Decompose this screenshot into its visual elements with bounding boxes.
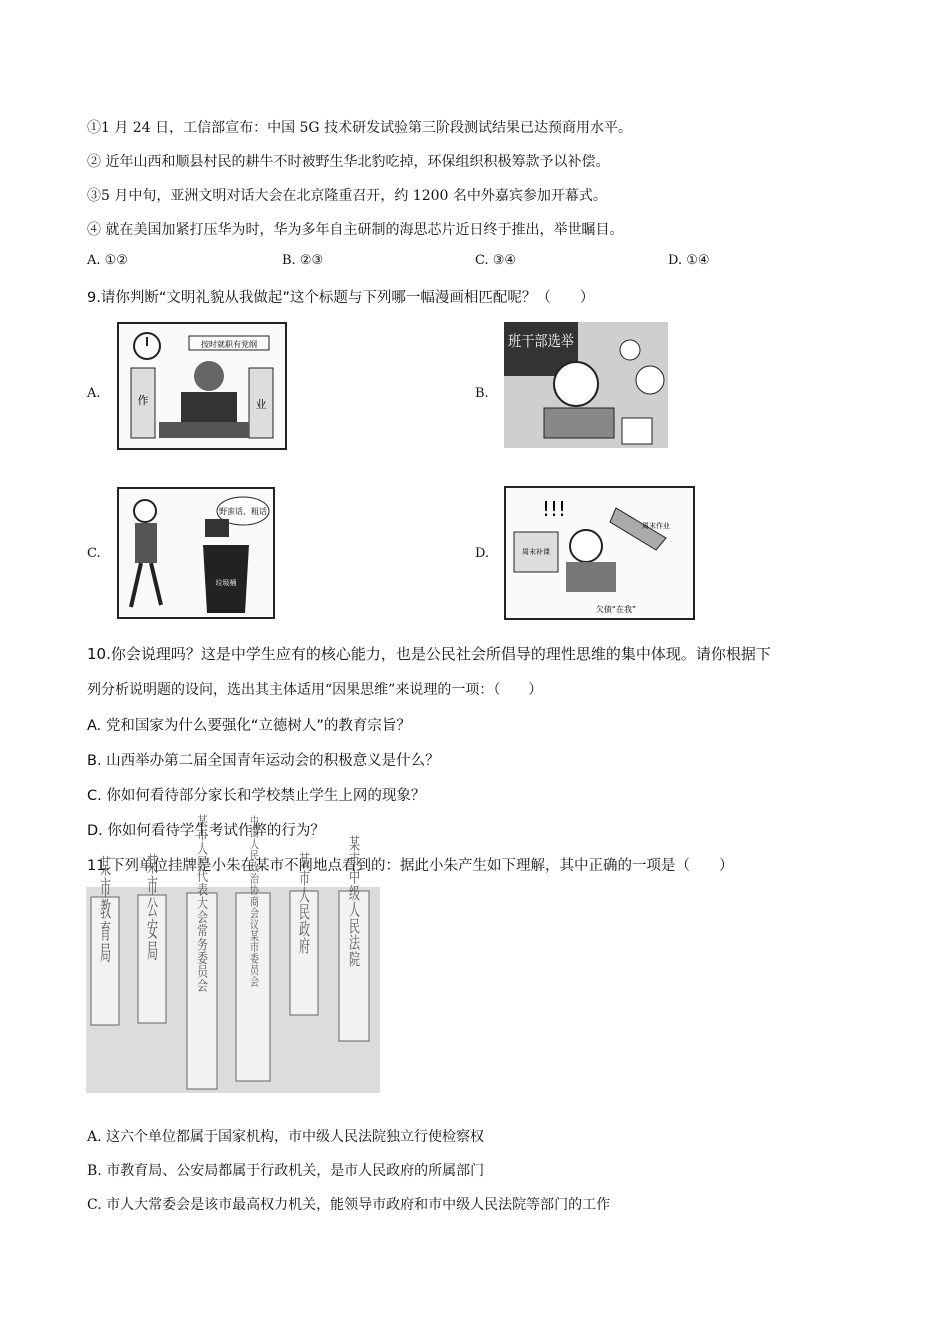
q8-item-2: ② 近年山西和顺县村民的耕牛不时被野生华北豹吃掉，环保组织积极筹款予以补偿。 [87,154,610,170]
q9-cartoon-c[interactable] [117,487,275,619]
q10-stem-1: 10.你会说理吗？这是中学生应有的核心能力，也是公民社会所倡导的理性思维的集中体现。请你根据下 [87,645,771,663]
q10-option-d[interactable]: D. 你如何看待学生考试作弊的行为？ [87,823,325,839]
cartoon-c-bin: 垃圾桶 [215,579,237,587]
plaque-1: 某市教育局 [98,855,112,910]
cartoon-d-exclaim: !!! [542,497,567,521]
plaque-6: 某市中级人民法院 [347,835,361,923]
q8-option-b[interactable]: B. ②③ [282,253,324,268]
q8-option-d[interactable]: D. ①④ [668,253,710,268]
cartoon-d-caption: 欠债“在我” [595,605,637,614]
plaque-5: 某市人民政府 [297,852,311,918]
q11-option-c[interactable]: C. 市人大常委会是该市最高权力机关，能领导市政府和市中级人民法院等部门的工作 [87,1197,611,1213]
cartoon-c-drawing [119,489,273,617]
q9-option-a[interactable]: A. [87,386,101,401]
q8-item-4: ④ 就在美国加紧打压华为时，华为多年自主研制的海思芯片近日终于推出，举世瞩目。 [87,222,624,238]
cartoon-a-banner: 按时就职有党纲 [201,340,257,349]
q9-option-c[interactable]: C. [87,546,101,561]
q9-option-d[interactable]: D. [475,546,490,561]
cartoon-a-left: 作 [137,394,149,407]
cartoon-b-drawing [504,322,668,448]
q11-stem: 11.下列单位挂牌是小朱在某市不同地点看到的：据此小朱产生如下理解，其中正确的一项是（ ） [87,858,734,874]
cartoon-c-bubble: 野蛮话、粗话 [219,507,267,516]
plaque-3: 某市人民代表大会常务委员会 [195,814,209,957]
q11-option-a[interactable]: A. 这六个单位都属于国家机构，市中级人民法院独立行使检察权 [87,1129,485,1145]
q9-stem: 9.请你判断“文明礼貌从我做起”这个标题与下列哪一幅漫画相匹配呢？（ ） [87,290,595,306]
q9-cartoon-d[interactable] [504,486,695,620]
cartoon-b-sign: 班干部选举 [508,332,574,350]
plaque-4: 中国人民政治协商会议某市委员会 [248,815,258,950]
cartoon-a-drawing [119,324,285,448]
q10-option-a[interactable]: A. 党和国家为什么要强化“立德树人”的教育宗旨？ [87,718,411,734]
q10-stem-2: 列分析说明题的设问，选出其主体适用“因果思维”来说理的一项：（ ） [87,682,543,698]
cartoon-a-right: 业 [255,398,267,411]
q8-item-3: ③5 月中旬，亚洲文明对话大会在北京隆重召开，约 1200 名中外嘉宾参加开幕式。 [87,188,607,204]
cartoon-d-sign: 周末补课 [522,548,550,556]
cartoon-d-arrow: 周末作业 [642,522,670,530]
q9-cartoon-b[interactable] [504,322,668,448]
q11-option-b[interactable]: B. 市教育局、公安局都属于行政机关，是市人民政府的所属部门 [87,1163,485,1179]
q9-cartoon-a[interactable] [117,322,287,450]
q10-option-b[interactable]: B. 山西举办第二届全国青年运动会的积极意义是什么？ [87,753,440,769]
cartoon-d-drawing [506,488,693,618]
q9-option-b[interactable]: B. [475,386,489,401]
q10-option-c[interactable]: C. 你如何看待部分家长和学校禁止学生上网的现象？ [87,788,426,804]
q8-item-1: ①1 月 24 日，工信部宣布：中国 5G 技术研发试验第三阶段测试结果已达预商用水平。 [87,120,633,136]
q8-option-c[interactable]: C. ③④ [475,253,517,268]
plaque-2: 某市公安局 [145,853,159,908]
q8-option-a[interactable]: A. ①② [87,253,128,268]
